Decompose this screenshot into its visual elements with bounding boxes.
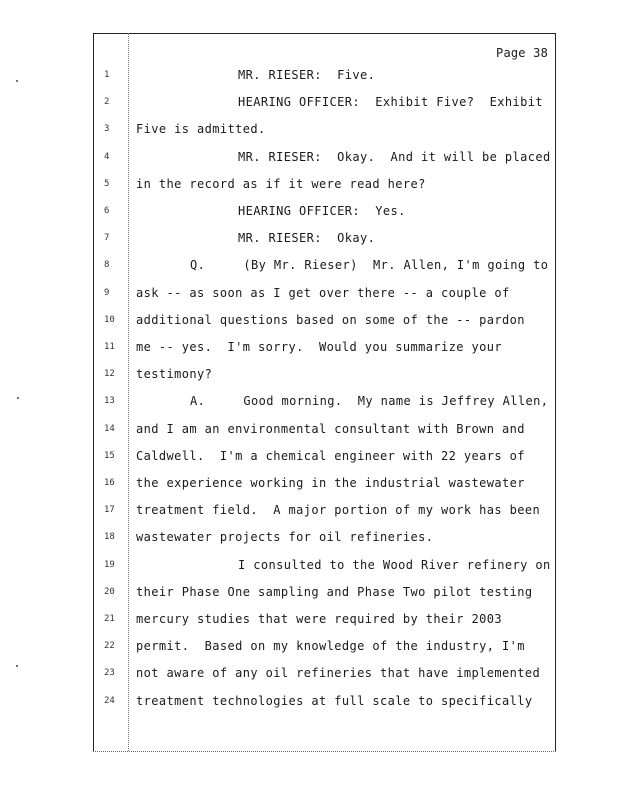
line-text: HEARING OFFICER: Yes. xyxy=(238,204,406,218)
line-number: 12 xyxy=(104,369,115,380)
transcript-line xyxy=(0,122,618,142)
transcript-line xyxy=(0,340,618,360)
line-text: the experience working in the industrial wastewater xyxy=(136,476,525,490)
transcript-line xyxy=(0,476,618,496)
line-text: MR. RIESER: Okay. xyxy=(238,231,376,246)
transcript-line xyxy=(0,694,618,714)
line-text: treatment field. A major portion of my work has been xyxy=(136,503,541,518)
transcript-line xyxy=(0,258,618,278)
line-text: in the record as if it were read here? xyxy=(136,176,426,191)
line-number: 22 xyxy=(104,641,115,652)
line-text: ask -- as soon as I get over there -- a couple of xyxy=(136,285,510,300)
line-number: 4 xyxy=(104,151,110,162)
line-text: Q. (By Mr. Rieser) Mr. Allen, I'm going to xyxy=(190,258,549,273)
line-number: 10 xyxy=(104,314,115,325)
transcript-line xyxy=(0,449,618,469)
line-text: wastewater projects for oil refineries. xyxy=(136,530,434,545)
transcript-line xyxy=(0,313,618,333)
line-number: 24 xyxy=(104,695,115,706)
transcript-line xyxy=(0,585,618,605)
transcript-line xyxy=(0,150,618,170)
line-number: 11 xyxy=(104,342,115,352)
line-number: 1 xyxy=(104,70,110,80)
transcript-line xyxy=(0,530,618,550)
transcript-line xyxy=(0,231,618,251)
transcript-line xyxy=(0,394,618,414)
line-number: 2 xyxy=(104,97,110,108)
scan-speck xyxy=(16,80,18,82)
transcript-line xyxy=(0,612,618,632)
line-text: testimony? xyxy=(136,367,213,382)
line-text: I consulted to the Wood River refinery on xyxy=(238,557,551,572)
line-number: 23 xyxy=(104,668,115,679)
transcript-line xyxy=(0,68,618,88)
line-number: 20 xyxy=(104,586,115,597)
line-text: MR. RIESER: Okay. And it will be placed xyxy=(238,149,551,164)
line-number: 14 xyxy=(104,423,115,434)
transcript-line xyxy=(0,204,618,224)
transcript-line xyxy=(0,95,618,115)
line-number: 3 xyxy=(104,124,110,135)
bottom-border xyxy=(93,751,556,752)
line-number: 6 xyxy=(104,206,110,216)
line-text: permit. Based on my knowledge of the industry, I'm xyxy=(136,639,525,654)
line-number: 15 xyxy=(104,450,115,461)
transcript-line xyxy=(0,286,618,306)
line-text: and I am an environmental consultant with Brown and xyxy=(136,421,525,436)
transcript-line xyxy=(0,177,618,197)
line-text: treatment technologies at full scale to specifically xyxy=(136,693,533,708)
line-text: A. Good morning. My name is Jeffrey Allen, xyxy=(190,394,549,409)
transcript-line xyxy=(0,666,618,686)
line-number: 21 xyxy=(104,614,115,624)
scan-speck xyxy=(16,665,18,667)
line-text: their Phase One sampling and Phase Two pilot testing xyxy=(136,584,533,599)
line-number: 7 xyxy=(104,233,110,244)
line-number: 16 xyxy=(104,478,115,488)
line-text: MR. RIESER: Five. xyxy=(238,68,376,82)
line-text: Caldwell. I'm a chemical engineer with 22 years of xyxy=(136,448,525,463)
line-number: 5 xyxy=(104,178,110,189)
line-number: 9 xyxy=(104,287,110,298)
transcript-line xyxy=(0,639,618,659)
transcript-line xyxy=(0,422,618,442)
line-text: Five is admitted. xyxy=(136,122,266,137)
transcript-line xyxy=(0,367,618,387)
line-number: 8 xyxy=(104,260,110,271)
line-number: 19 xyxy=(104,559,115,570)
line-number: 17 xyxy=(104,505,115,516)
line-number: 13 xyxy=(104,396,115,407)
transcript-line xyxy=(0,558,618,578)
line-text: me -- yes. I'm sorry. Would you summarize your xyxy=(136,340,502,354)
transcript-line xyxy=(0,503,618,523)
line-text: HEARING OFFICER: Exhibit Five? Exhibit xyxy=(238,95,543,110)
line-text: additional questions based on some of the -- pardon xyxy=(136,312,525,327)
scan-speck xyxy=(17,397,19,399)
line-number: 18 xyxy=(104,532,115,543)
line-text: mercury studies that were required by their 2003 xyxy=(136,612,502,626)
page-number: Page 38 xyxy=(496,46,548,60)
line-text: not aware of any oil refineries that have implemented xyxy=(136,666,541,681)
